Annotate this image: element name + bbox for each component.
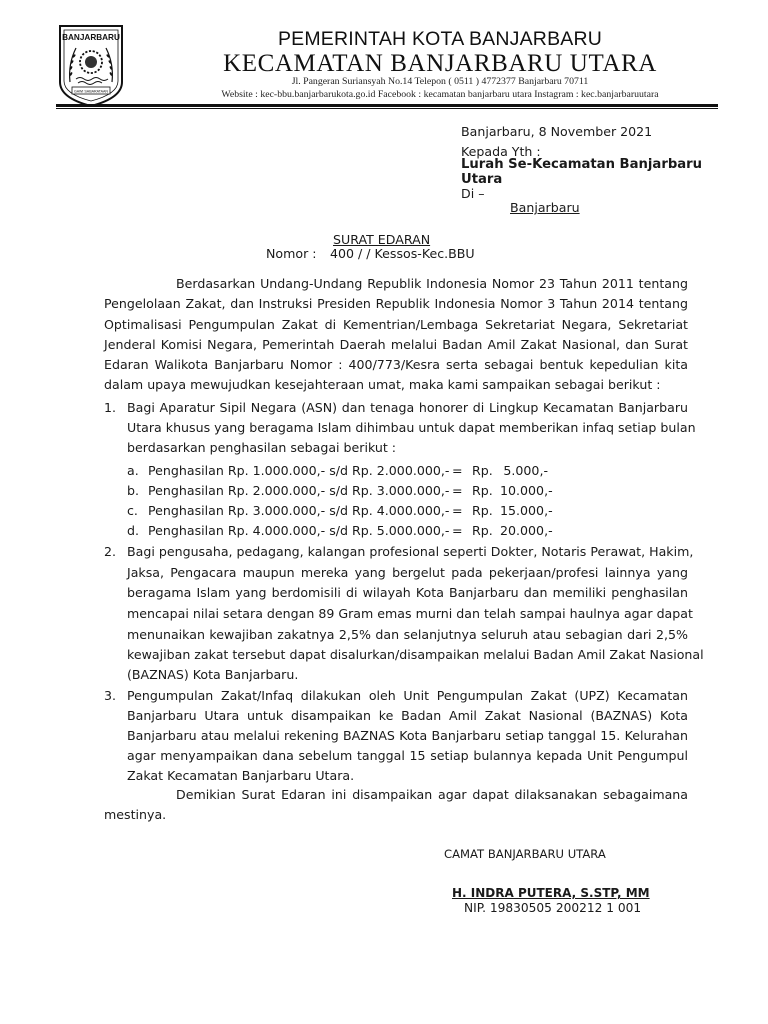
nomor-value: 400 / / Kessos-Kec.BBU xyxy=(330,246,475,261)
tier-amount: 10.000,- xyxy=(500,483,553,498)
tier-letter: d. xyxy=(127,523,139,538)
closing-line: Demikian Surat Edaran ini disampaikan agar dapat dilaksanakan sebagaimana xyxy=(176,787,688,802)
intro-line: Pengelolaan Zakat, dan Instruksi Presiden Republik Indonesia Nomor 3 Tahun 2014 tentang xyxy=(104,296,688,311)
tier-range: Penghasilan Rp. 3.000.000,- s/d Rp. 4.000.000,- xyxy=(148,503,450,518)
letterhead-rule-thick xyxy=(56,104,718,107)
emblem-motto: GAWI SABARATAAN xyxy=(73,89,109,94)
tier-letter: c. xyxy=(127,503,138,518)
tier-rp: Rp. xyxy=(472,463,493,478)
document-title: SURAT EDARAN xyxy=(333,232,431,247)
closing-line: mestinya. xyxy=(104,807,167,822)
recipient-place: Banjarbaru xyxy=(510,200,580,215)
letterhead-rule-thin xyxy=(56,108,718,109)
item-line: mencapai nilai setara dengan 89 Gram emas murni dan telah sampai haulnya agar dapat xyxy=(127,606,693,621)
letter-date: Banjarbaru, 8 November 2021 xyxy=(461,124,653,139)
intro-line: Edaran Walikota Banjarbaru Nomor : 400/773/Kesra serta sebagai bentuk kepedulian kita xyxy=(104,357,688,372)
item-line: Zakat Kecamatan Banjarbaru Utara. xyxy=(127,768,355,783)
item-line: Bagi Aparatur Sipil Negara (ASN) dan tenaga honorer di Lingkup Kecamatan Banjarbaru xyxy=(127,400,688,415)
item-line: agar menyampaikan dana sebelum tanggal 15 setiap bulannya kepada Unit Pengumpul xyxy=(127,748,688,763)
government-title: PEMERINTAH KOTA BANJARBARU xyxy=(277,28,603,50)
item-line: (BAZNAS) Kota Banjarbaru. xyxy=(127,667,299,682)
item-line: Bagi pengusaha, pedagang, kalangan profesional seperti Dokter, Notaris Perawat, Hakim, xyxy=(127,544,694,559)
item-line: kewajiban zakat tersebut dapat disalurkan/disampaikan melalui Badan Amil Zakat Nasional xyxy=(127,647,704,662)
item-number: 1. xyxy=(104,400,117,415)
to-label: Kepada Yth : xyxy=(461,144,541,159)
item-line: Utara khusus yang beragama Islam dihimbau untuk dapat memberikan infaq setiap bulan xyxy=(127,420,696,435)
tier-equals: = xyxy=(452,483,463,498)
tier-rp: Rp. xyxy=(472,503,493,518)
item-line: Banjarbaru Utara untuk disampaikan ke Badan Amil Zakat Nasional (BAZNAS) Kota xyxy=(127,708,688,723)
item-line: Banjarbaru atau melalui rekening BAZNAS Kota Banjarbaru setiap tanggal 15. Kelurahan xyxy=(127,728,688,743)
intro-line: Optimalisasi Pengumpulan Zakat di Kementrian/Lembaga Sekretariat Negara, Sekretariat xyxy=(104,317,688,332)
office-title: KECAMATAN BANJARBARU UTARA xyxy=(223,50,657,77)
tier-amount: 5.000,- xyxy=(503,463,548,478)
emblem-text: BANJARBARU xyxy=(62,33,120,42)
intro-line: Jenderal Komisi Negara, Pemerintah Daerah melalui Badan Amil Zakat Nasional, dan Surat xyxy=(104,337,688,352)
tier-equals: = xyxy=(452,503,463,518)
tier-range: Penghasilan Rp. 1.000.000,- s/d Rp. 2.000.000,- xyxy=(148,463,450,478)
tier-rp: Rp. xyxy=(472,483,493,498)
tier-equals: = xyxy=(452,523,463,538)
item-line: Pengumpulan Zakat/Infaq dilakukan oleh Unit Pengumpulan Zakat (UPZ) Kecamatan xyxy=(127,688,688,703)
item-line: menunaikan kewajiban zakatnya 2,5% dan selanjutnya seluruh atau sebagian dari 2,5% xyxy=(127,627,688,642)
tier-rp: Rp. xyxy=(472,523,493,538)
tier-letter: b. xyxy=(127,483,139,498)
tier-range: Penghasilan Rp. 4.000.000,- s/d Rp. 5.000.000,- xyxy=(148,523,450,538)
intro-line: dalam upaya mewujudkan kesejahteraan umat, maka kami sampaikan sebagai berikut : xyxy=(104,377,661,392)
tier-equals: = xyxy=(452,463,463,478)
office-contact: Website : kec-bbu.banjarbarukota.go.id Facebook : kecamatan banjarbaru utara Instagram : kec.banjarbaruutara xyxy=(221,89,659,100)
nomor-label: Nomor : xyxy=(266,246,317,261)
office-address: Jl. Pangeran Suriansyah No.14 Telepon ( 0511 ) 4772377 Banjarbaru 70711 xyxy=(291,76,589,87)
item-line: beragama Islam yang berdomisili di wilayah Kota Banjarbaru dan memiliki penghasilan xyxy=(127,585,688,600)
tier-amount: 20.000,- xyxy=(500,523,553,538)
recipient-line-2: Utara xyxy=(461,172,503,187)
item-line: berdasarkan penghasilan sebagai berikut : xyxy=(127,440,397,455)
di-label: Di – xyxy=(461,186,485,201)
recipient-line-1: Lurah Se-Kecamatan Banjarbaru xyxy=(461,157,703,172)
item-line: Jaksa, Pengacara maupun mereka yang bergelut pada pekerjaan/profesi lainnya yang xyxy=(127,565,688,580)
signatory-name: H. INDRA PUTERA, S.STP, MM xyxy=(452,886,650,900)
tier-amount: 15.000,- xyxy=(500,503,553,518)
city-emblem-icon xyxy=(56,24,126,108)
tier-range: Penghasilan Rp. 2.000.000,- s/d Rp. 3.000.000,- xyxy=(148,483,450,498)
item-number: 2. xyxy=(104,544,117,559)
signatory-title: CAMAT BANJARBARU UTARA xyxy=(444,847,606,861)
intro-line: Berdasarkan Undang-Undang Republik Indonesia Nomor 23 Tahun 2011 tentang xyxy=(176,276,688,291)
tier-letter: a. xyxy=(127,463,139,478)
item-number: 3. xyxy=(104,688,117,703)
signatory-nip: NIP. 19830505 200212 1 001 xyxy=(464,901,642,915)
